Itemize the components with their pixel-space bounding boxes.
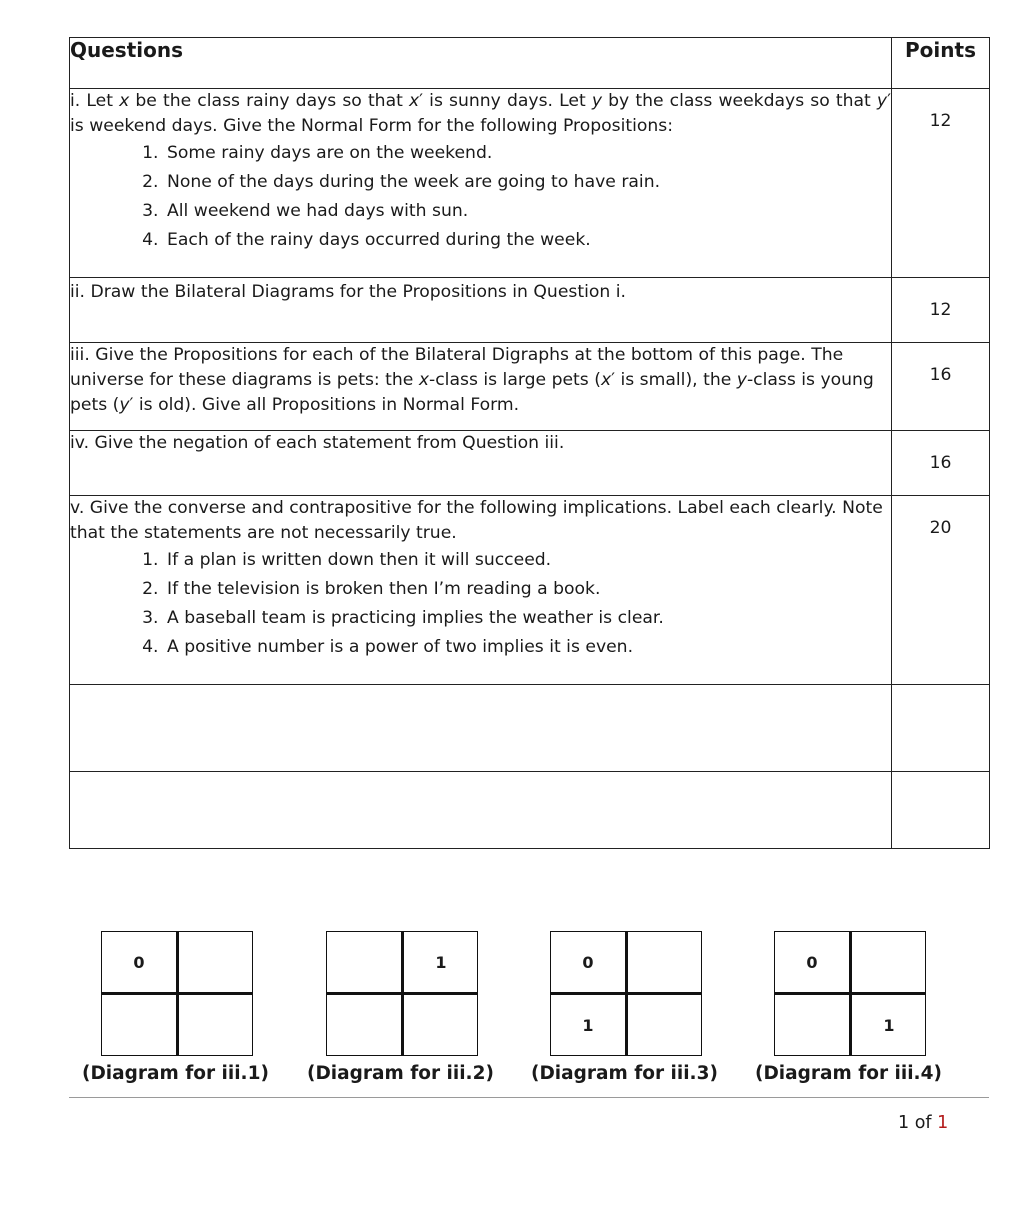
- diagram-cell: [327, 995, 401, 1055]
- question-text: v. Give the converse and contrapositive for the following implications. Label each clearly. Note that the statements are not necessarily true.: [70, 498, 883, 543]
- question-cell: [70, 89, 892, 278]
- bilateral-diagram-4: [774, 931, 926, 1056]
- question-cell: [70, 496, 892, 685]
- points-cell: 20: [892, 496, 990, 685]
- list-item: 4. A positive number is a power of two implies it is even.: [164, 633, 891, 662]
- diagram-caption: (Diagram for iii.1): [82, 1063, 269, 1084]
- bilateral-diagram-1: [101, 931, 253, 1056]
- diagram-caption: (Diagram for iii.2): [307, 1063, 494, 1084]
- empty-question-cell: [70, 685, 892, 772]
- diagram-cell: [404, 995, 478, 1055]
- empty-row: [70, 772, 990, 849]
- page-current: 1: [898, 1113, 910, 1133]
- points-cell: 16: [892, 343, 990, 431]
- diagram-cell: 0: [133, 952, 145, 972]
- bilateral-diagram-2: [326, 931, 478, 1056]
- question-cell: [70, 343, 892, 431]
- question-text: iii. Give the Propositions for each of the Bilateral Digraphs at the bottom of this page. The universe for these diagrams is pets: the x-class is large pets (x′ is small), the y-class is young pets (y′ is old). Give all Propositions in Normal Form.: [70, 345, 874, 415]
- list-item: 2. None of the days during the week are going to have rain.: [164, 168, 891, 197]
- diagram-cell: 0: [582, 952, 594, 972]
- diagram-cell: 0: [806, 952, 818, 972]
- bilateral-diagram-3: [550, 931, 702, 1056]
- question-row-2: [70, 278, 990, 343]
- questions-table: [69, 37, 990, 849]
- footer-divider: [69, 1097, 989, 1098]
- page-number: [898, 1113, 948, 1133]
- empty-question-cell: [70, 772, 892, 849]
- points-cell: 16: [892, 431, 990, 496]
- diagram-cell: [102, 995, 176, 1055]
- list-item: 4. Each of the rainy days occurred during the week.: [164, 226, 891, 255]
- diagram-cell: 1: [883, 1015, 895, 1035]
- page-of: of: [914, 1113, 932, 1133]
- questions-header: Questions: [70, 38, 892, 89]
- question-cell: ii. Draw the Bilateral Diagrams for the Propositions in Question i.: [70, 278, 892, 343]
- points-header: Points: [892, 38, 990, 89]
- question-row-3: [70, 343, 990, 431]
- diagram-cell: [327, 932, 401, 992]
- points-cell: 12: [892, 278, 990, 343]
- diagram-cell: [628, 932, 702, 992]
- diagram-cell: [179, 995, 253, 1055]
- points-cell: 12: [892, 89, 990, 278]
- diagram-cell: [628, 995, 702, 1055]
- diagram-caption: (Diagram for iii.3): [531, 1063, 718, 1084]
- diagram-cell: 1: [582, 1015, 594, 1035]
- empty-row: [70, 685, 990, 772]
- question-row-4: [70, 431, 990, 496]
- diagram-cell: [852, 932, 926, 992]
- table-header-row: [70, 38, 990, 89]
- diagram-cell: [775, 995, 849, 1055]
- diagram-caption: (Diagram for iii.4): [755, 1063, 942, 1084]
- question-row-1: [70, 89, 990, 278]
- list-item: 3. All weekend we had days with sun.: [164, 197, 891, 226]
- question-text: i. Let x be the class rainy days so that x′ is sunny days. Let y by the class weekdays so that y′ is weekend days. Give the Normal Form for the following Propositions:: [70, 91, 891, 136]
- page-total: 1: [937, 1113, 949, 1133]
- empty-points-cell: [892, 772, 990, 849]
- list-item: 2. If the television is broken then I’m reading a book.: [164, 575, 891, 604]
- diagram-cell: 1: [435, 952, 447, 972]
- list-item: 3. A baseball team is practicing implies the weather is clear.: [164, 604, 891, 633]
- empty-points-cell: [892, 685, 990, 772]
- list-item: 1. Some rainy days are on the weekend.: [164, 139, 891, 168]
- diagram-cell: [179, 932, 253, 992]
- question-row-5: [70, 496, 990, 685]
- question-cell: iv. Give the negation of each statement from Question iii.: [70, 431, 892, 496]
- list-item: 1. If a plan is written down then it will succeed.: [164, 546, 891, 575]
